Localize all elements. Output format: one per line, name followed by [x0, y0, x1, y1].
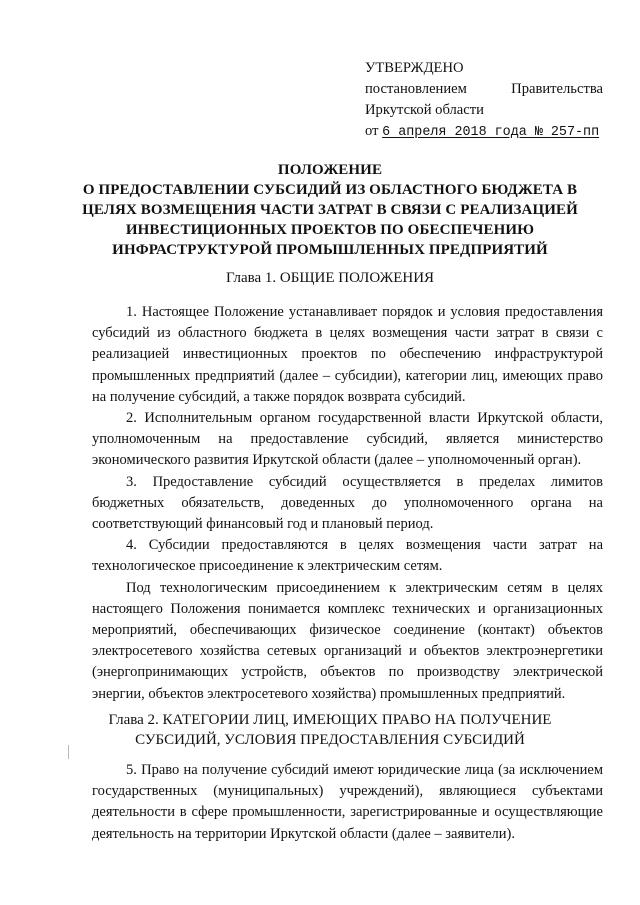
chapter-2-body	[92, 760, 603, 845]
title-line: ЦЕЛЯХ ВОЗМЕЩЕНИЯ ЧАСТИ ЗАТРАТ В СВЯЗИ С РЕАЛИЗАЦИЕЙ	[82, 202, 578, 218]
title-line: ИНФРАСТРУКТУРОЙ ПРОМЫШЛЕННЫХ ПРЕДПРИЯТИЙ	[112, 242, 548, 258]
chapter-2-heading	[95, 710, 565, 750]
title-line: ИНВЕСТИЦИОННЫХ ПРОЕКТОВ ПО ОБЕСПЕЧЕНИЮ	[125, 222, 535, 238]
chapter-1-heading: Глава 1. ОБЩИЕ ПОЛОЖЕНИЯ	[225, 270, 435, 286]
chapter-1-body	[92, 302, 603, 705]
paragraph: 5. Право на получение субсидий имеют юридические лица (за исключением государственных (муниципальных) учреждений), являющиеся субъектами деятельности в сфере промышленности, зарегистрированные и осуществляющие деятельность на территории Иркутской области (далее – заявители).	[92, 762, 603, 842]
approval-text: постановлением	[365, 81, 467, 97]
approval-date-number: 6 апреля 2018 года № 257-пп	[382, 125, 600, 140]
approval-heading: УТВЕРЖДЕНО	[365, 60, 464, 76]
approval-stamp	[365, 58, 603, 143]
title-line: О ПРЕДОСТАВЛЕНИИ СУБСИДИЙ ИЗ ОБЛАСТНОГО БЮДЖЕТА В	[82, 182, 578, 198]
scan-margin-mark	[68, 745, 69, 759]
paragraph: 4. Субсидии предоставляются в целях возмещения части затрат на технологическое присоединение к электрическим сетям.	[92, 537, 603, 575]
paragraph: 3. Предоставление субсидий осуществляется в пределах лимитов бюджетных обязательств, доведенных до уполномоченного органа на соответствующий финансовый год и плановый период.	[92, 473, 603, 533]
title-line: ПОЛОЖЕНИЕ	[277, 162, 383, 178]
paragraph: 2. Исполнительным органом государственной власти Иркутской области, уполномоченным на предоставление субсидий, является министерство экономического развития Иркутской области (далее – уполномоченный орган).	[92, 410, 603, 469]
approval-line-2	[365, 79, 603, 100]
approval-date-line	[365, 121, 603, 143]
document-title	[60, 160, 600, 260]
chapter-2-heading-line: Глава 2. КАТЕГОРИИ ЛИЦ, ИМЕЮЩИХ ПРАВО НА ПОЛУЧЕНИЕ	[108, 712, 552, 728]
approval-date-prefix: от	[365, 123, 379, 139]
approval-region: Иркутской области	[365, 102, 484, 118]
paragraph: Под технологическим присоединением к электрическим сетям в целях настоящего Положения понимается комплекс технических и организационных мероприятий, обеспечивающих физическое соединение (контакт) объектов электросетевого хозяйства сетевых организаций и объектов электроэнергетики (энергопринимающих устройств, объектов по производству электрической энергии, объектов электросетевого хозяйства) промышленных предприятий.	[92, 579, 603, 702]
approval-text: Правительства	[511, 81, 603, 97]
paragraph: 1. Настоящее Положение устанавливает порядок и условия предоставления субсидий из областного бюджета в целях возмещения части затрат в связи с реализацией инвестиционных проектов по обеспечению инфраструктурой промышленных предприятий (далее – субсидии), категории лиц, имеющих право на получение субсидий, а также порядок возврата субсидий.	[92, 304, 603, 405]
chapter-2-heading-line: СУБСИДИЙ, УСЛОВИЯ ПРЕДОСТАВЛЕНИЯ СУБСИДИЙ	[135, 732, 525, 748]
